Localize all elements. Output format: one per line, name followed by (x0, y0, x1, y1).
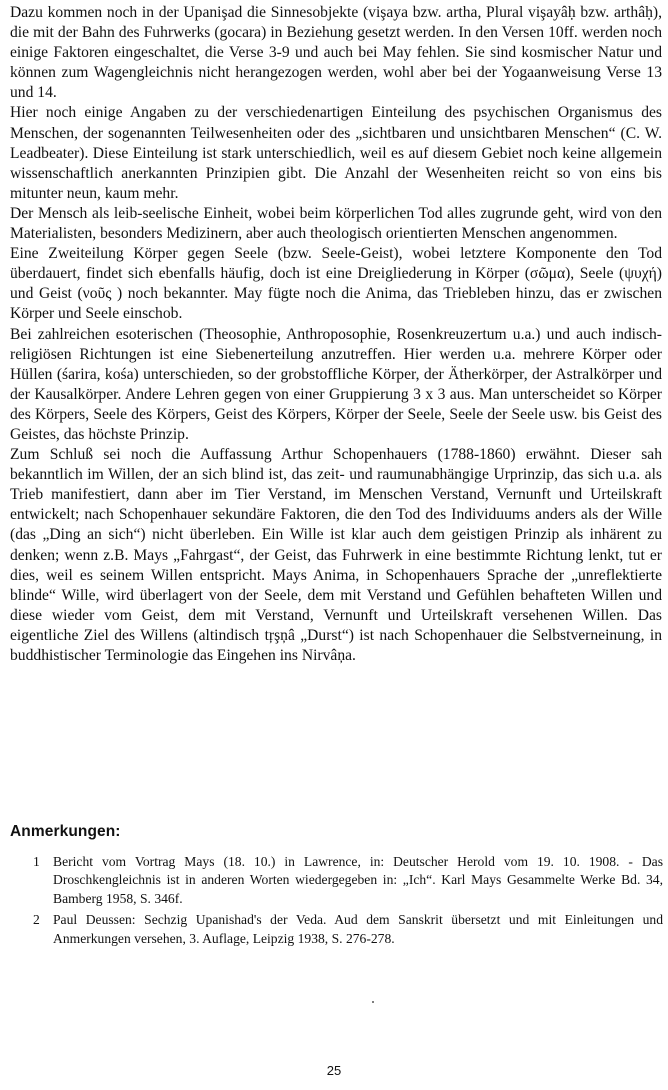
note-item (33, 853, 663, 908)
paragraph-zweiteilung: Eine Zweiteilung Körper gegen Seele (bzw. Seele-Geist), wobei letztere Komponente den Tod überdauert, findet sich ebenfalls häufig, doch ist eine Dreigliederung in Körper (σῶμα), Seele (ψυχή) und Geist (νοῦς ) noch bekannter. May fügte noch die Anima, das Triebleben hinzu, das er zwischen Körper und Seele einschob. (10, 245, 662, 323)
note-text: Bericht vom Vortrag Mays (18. 10.) in Lawrence, in: Deutscher Herold vom 19. 10. 1908. - Das Droschkengleichnis ist in anderen Worten wiedergegeben in: „Ich“. Karl Mays Gesammelte Werke Bd. 34, Bamberg 1958, S. 346f. (53, 854, 663, 906)
notes-list (33, 853, 663, 951)
page-number: 25 (326, 1063, 342, 1078)
paragraph-siebenerteilung: Bei zahlreichen esoterischen (Theosophie, Anthroposophie, Rosenkreuzertum u.a.) und auch indisch-religiösen Richtungen ist eine Siebenerteilung anzutreffen. Hier werden u.a. mehrere Körper oder Hüllen (śarira, kośa) unterschieden, so der grobstoffliche Körper, der Ätherkörper, der Astralkörper und der Kausalkörper. Andere Lehren gegen von einer Gruppierung 3 x 3 aus. Man unterscheidet so Körper des Körpers, Seele des Körpers, Geist des Körpers, Körper der Seele, Seele der Seele usw. bis Geist des Geistes, das höchste Prinzip. (10, 325, 662, 443)
paragraph-schopenhauer: Zum Schluß sei noch die Auffassung Arthur Schopenhauers (1788-1860) erwähnt. Dieser sah bekanntlich im Willen, der an sich blind ist, das zeit- und raumunabhängige Urprinzip, das sich u.a. als Trieb manifestiert, dann aber im Tier Verstand, im Menschen Verstand, Vernunft und Urteilskraft entwickelt; nach Schopenhauer sekundäre Faktoren, die den Tod des Individuums anders als der Wille (das „Ding an sich“) nicht überleben. Ein Wille ist klar auch dem geistigen Prinzip als inhärent zu denken; wenn z.B. Mays „Fahrgast“, der Geist, das Fuhrwerk in eine bestimmte Richtung lenkt, tut er dies, weil es seinem Willen entspricht. Mays Anima, in Schopenhauers Sprache der „unreflektierte blinde“ Wille, wird überlagert von der Seele, dem mit Verstand und Gefühlen behafteten Willen und diese wieder vom Geist, dem mit Verstand, Vernunft und Urteilskraft versehenen Willen. Das eigentliche Ziel des Willens (altindisch tŗşņâ „Durst“) ist nach Schopenhauer die Selbstverneinung, in buddhistischer Terminologie das Eingehen ins Nirvâņa. (10, 446, 662, 664)
scan-speck (372, 1001, 374, 1003)
note-number: 2 (33, 912, 40, 928)
notes-heading: Anmerkungen: (10, 823, 121, 840)
note-number: 1 (33, 854, 40, 869)
note-item (33, 911, 663, 948)
note-text: Paul Deussen: Sechzig Upanishad's der Veda. Aud dem Sanskrit übersetzt und mit Einleitungen und Anmerkungen versehen, 3. Auflage, Leipzig 1938, S. 276-278. (53, 912, 663, 946)
paragraph-upanishad-sinnesobjekte: Dazu kommen noch in der Upanişad die Sinnesobjekte (vişaya bzw. artha, Plural vişayâḥ bzw. arthâḥ), die mit der Bahn des Fuhrwerks (gocara) in Beziehung gesetzt werden. In den Versen 10ff. werden noch einige Faktoren eingeschaltet, die Verse 3-9 und auch bei May fehlen. Sie sind kosmischer Natur und können zum Wagengleichnis nicht herangezogen werden, wohl aber bei der Yogaanweisung Verse 13 und 14. (10, 4, 662, 102)
paragraph-teilwesenheiten: Hier noch einige Angaben zu der verschiedenartigen Einteilung des psychischen Organismus des Menschen, der sogenannten Teilwesenheiten oder des „sichtbaren und unsichtbaren Menschen“ (C. W. Leadbeater). Diese Einteilung ist stark unterschiedlich, weil es auf diesem Gebiet noch keine allgemein wissenschaftlich anerkannten Prinzipien gibt. Die Anzahl der Wesenheiten reicht so von eins bis mitunter neun, kaum mehr. (10, 104, 662, 202)
paragraph-leib-seelische-einheit: Der Mensch als leib-seelische Einheit, wobei beim körperlichen Tod alles zugrunde geht, wird von den Materialisten, besonders Medizinern, aber auch theologisch orientierten Menschen angenommen. (10, 204, 662, 243)
body-text (10, 3, 662, 666)
